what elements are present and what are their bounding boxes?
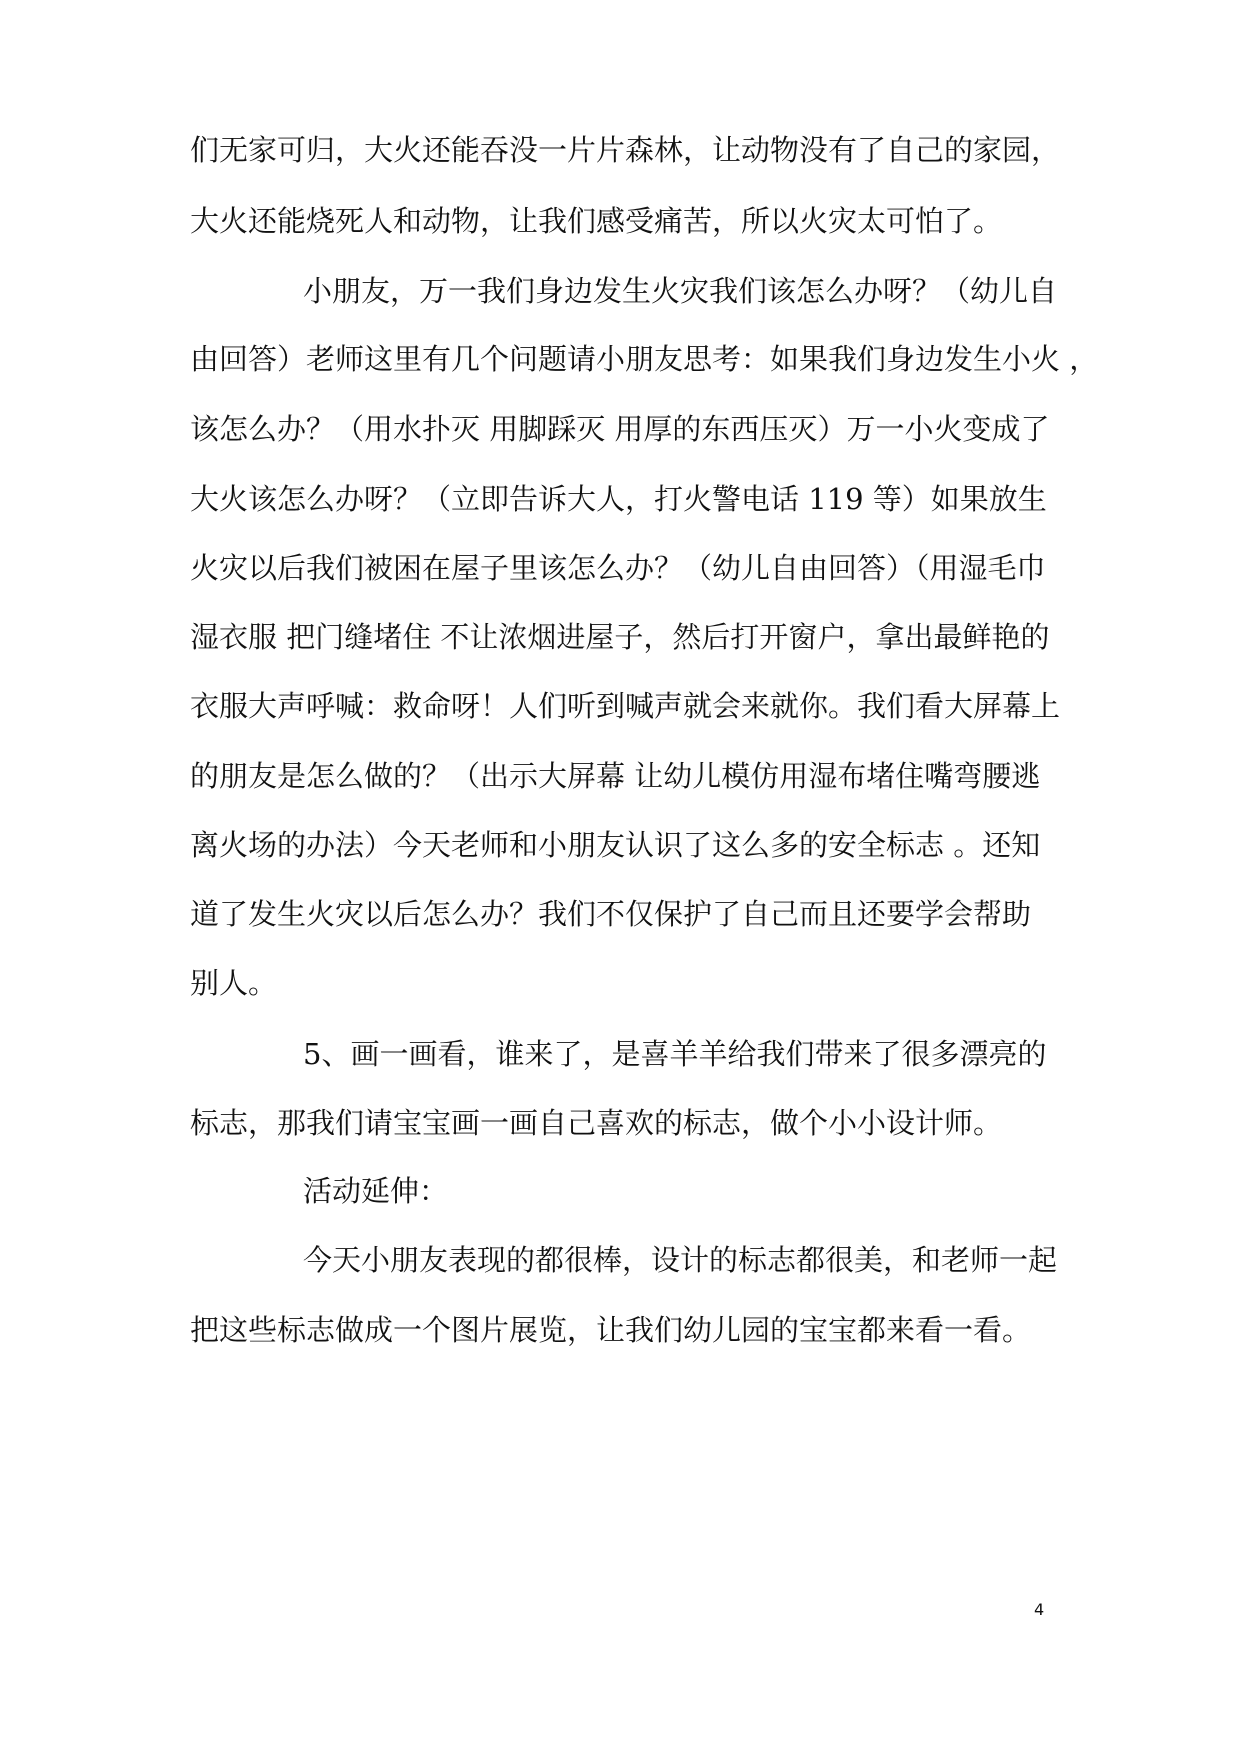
text-line: 把这些标志做成一个图片展览，让我们幼儿园的宝宝都来看一看。 [190, 1313, 1032, 1347]
paragraph-start-line: 小朋友，万一我们身边发生火灾我们该怎么办呀？（幼儿自 [303, 274, 1058, 308]
text-line: 该怎么办？（用水扑灭 用脚踩灭 用厚的东西压灭）万一小火变成了 [190, 412, 1050, 446]
text-line: 由回答）老师这里有几个问题请小朋友思考：如果我们身边发生小火 ， [190, 342, 1099, 376]
text-line: 衣服大声呼喊：救命呀！人们听到喊声就会来就你。我们看大屏幕上 [190, 689, 1061, 723]
text-line: 离火场的办法）今天老师和小朋友认识了这么多的安全标志 。还知 [190, 828, 1041, 862]
text-line: 火灾以后我们被困在屋子里该怎么办？（幼儿自由回答）（用湿毛巾 [190, 551, 1046, 585]
paragraph-start-line: 5、画一画看，谁来了，是喜羊羊给我们带来了很多漂亮的 [303, 1037, 1047, 1071]
text-line: 大火该怎么办呀？（立即告诉大人，打火警电话 119 等）如果放生 [190, 482, 1047, 516]
text-line: 标志，那我们请宝宝画一画自己喜欢的标志，做个小小设计师。 [190, 1106, 1003, 1140]
text-line: 别人。 [190, 966, 278, 1000]
section-heading: 活动延伸： [303, 1174, 449, 1208]
text-line: 大火还能烧死人和动物，让我们感受痛苦，所以火灾太可怕了。 [190, 204, 1003, 238]
page-number: 4 [1034, 1600, 1045, 1619]
paragraph-start-line: 今天小朋友表现的都很棒，设计的标志都很美，和老师一起 [303, 1243, 1058, 1277]
text-line: 的朋友是怎么做的？（出示大屏幕 让幼儿模仿用湿布堵住嘴弯腰逃 [190, 759, 1041, 793]
text-line: 们无家可归，大火还能吞没一片片森林，让动物没有了自己的家园， [190, 133, 1061, 167]
text-line: 湿衣服 把门缝堵住 不让浓烟进屋子，然后打开窗户，拿出最鲜艳的 [190, 620, 1050, 654]
text-line: 道了发生火灾以后怎么办？我们不仅保护了自己而且还要学会帮助 [190, 897, 1032, 931]
